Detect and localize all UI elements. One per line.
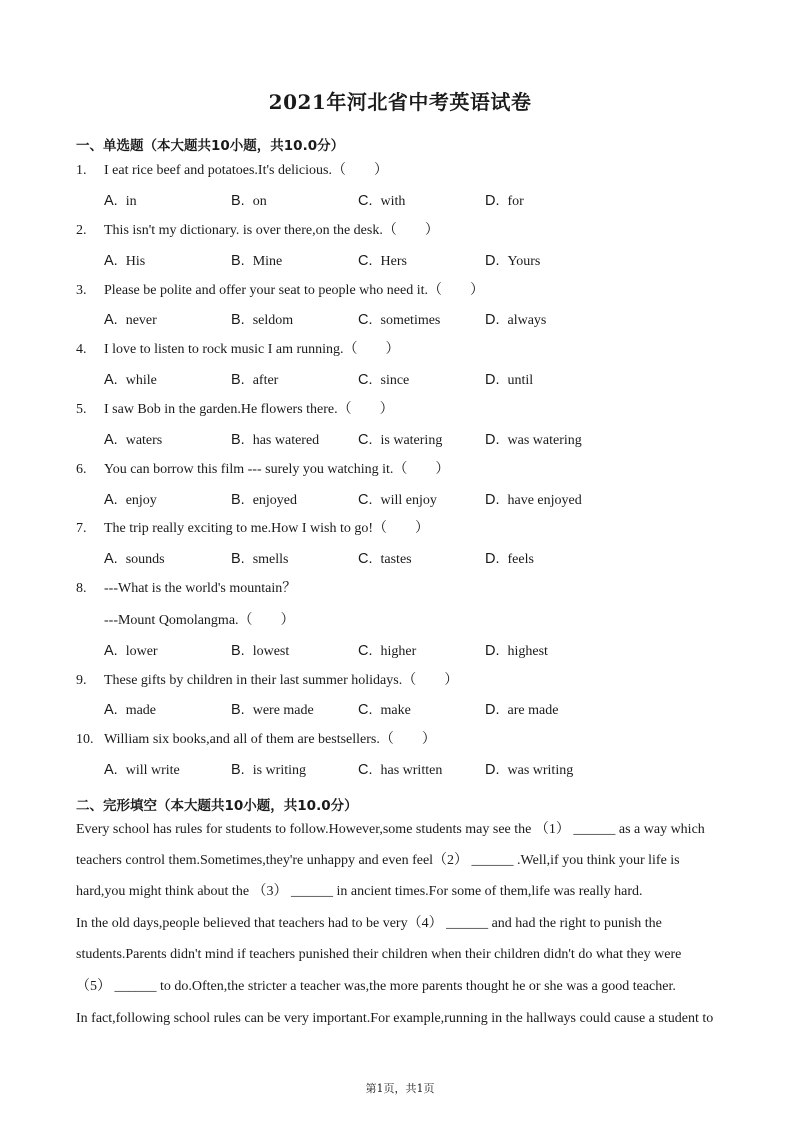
option-a[interactable]: A. His: [104, 253, 146, 269]
question-text: Please be polite and offer your seat to people who need it.（ ）: [104, 283, 484, 298]
option-c[interactable]: C. sometimes: [358, 312, 441, 328]
question-2: [0, 220, 800, 242]
options-2: [0, 250, 800, 272]
question-7: [0, 518, 800, 540]
option-d[interactable]: D. always: [485, 312, 547, 328]
option-b[interactable]: B. after: [231, 372, 279, 388]
option-a[interactable]: A. will write: [104, 762, 180, 778]
option-c[interactable]: C. since: [358, 372, 410, 388]
question-number: 2.: [76, 223, 87, 238]
question-4: [0, 339, 800, 361]
cloze-line-3: hard,you might think about the （3） ______ in ancient times.For some of them,life was really hard.: [76, 884, 643, 899]
cloze-line-4: In the old days,people believed that teachers had to be very（4） ______ and had the right to punish the: [76, 916, 662, 931]
option-c[interactable]: C. Hers: [358, 253, 407, 269]
question-number: 5.: [76, 402, 87, 417]
option-c[interactable]: C. will enjoy: [358, 492, 437, 508]
option-a[interactable]: A. sounds: [104, 551, 165, 567]
option-a[interactable]: A. never: [104, 312, 157, 328]
question-8-line-2: [0, 610, 800, 632]
question-8: [0, 578, 800, 600]
question-text: I saw Bob in the garden.He flowers there.（ ）: [104, 402, 394, 417]
cloze-line-2: teachers control them.Sometimes,they're unhappy and even feel（2） ______ .Well,if you think your life is: [76, 853, 680, 868]
question-5: [0, 399, 800, 421]
options-6: [0, 489, 800, 511]
option-b[interactable]: B. is writing: [231, 762, 306, 778]
options-8: [0, 640, 800, 662]
option-b[interactable]: B. smells: [231, 551, 289, 567]
option-b[interactable]: B. lowest: [231, 643, 290, 659]
options-1: [0, 190, 800, 212]
option-b[interactable]: B. on: [231, 193, 267, 209]
question-text: You can borrow this film --- surely you watching it.（ ）: [104, 462, 450, 477]
option-c[interactable]: C. is watering: [358, 432, 443, 448]
cloze-line-1: Every school has rules for students to follow.However,some students may see the （1） ______ as a way which: [76, 822, 705, 837]
question-10: [0, 729, 800, 751]
option-b[interactable]: B. were made: [231, 702, 314, 718]
option-c[interactable]: C. has written: [358, 762, 443, 778]
option-a[interactable]: A. while: [104, 372, 157, 388]
question-6: [0, 459, 800, 481]
question-9: [0, 670, 800, 692]
question-number: 8.: [76, 581, 87, 596]
question-number: 7.: [76, 521, 87, 536]
question-1: [0, 160, 800, 182]
question-text: This isn't my dictionary. is over there,on the desk.（ ）: [104, 223, 439, 238]
option-b[interactable]: B. Mine: [231, 253, 283, 269]
options-10: [0, 759, 800, 781]
option-b[interactable]: B. seldom: [231, 312, 294, 328]
option-d[interactable]: D. highest: [485, 643, 548, 659]
options-3: [0, 309, 800, 331]
question-number: 9.: [76, 673, 87, 688]
options-5: [0, 429, 800, 451]
page-footer: 第1页，共1页: [365, 1082, 435, 1095]
option-a[interactable]: A. made: [104, 702, 157, 718]
question-number: 3.: [76, 283, 87, 298]
cloze-line-6: （5） ______ to do.Often,the stricter a teacher was,the more parents thought he or she was a good teacher.: [76, 979, 676, 994]
question-number: 4.: [76, 342, 87, 357]
option-d[interactable]: D. until: [485, 372, 534, 388]
question-number: 10.: [76, 732, 94, 747]
option-a[interactable]: A. in: [104, 193, 137, 209]
question-text: The trip really exciting to me.How I wish to go!（ ）: [104, 521, 430, 536]
option-a[interactable]: A. enjoy: [104, 492, 157, 508]
page-title: 2021年河北省中考英语试卷: [268, 90, 532, 114]
option-d[interactable]: D. was watering: [485, 432, 582, 448]
question-number: 1.: [76, 163, 87, 178]
question-text: I eat rice beef and potatoes.It's delicious.（ ）: [104, 163, 388, 178]
question-text: ---Mount Qomolangma.（ ）: [104, 613, 295, 628]
option-b[interactable]: B. enjoyed: [231, 492, 298, 508]
option-c[interactable]: C. higher: [358, 643, 417, 659]
cloze-line-7: In fact,following school rules can be very important.For example,running in the hallways could cause a student to: [76, 1011, 714, 1026]
section-heading-single-choice: 一、单选题（本大题共10小题，共10.0分）: [76, 138, 345, 154]
option-c[interactable]: C. make: [358, 702, 411, 718]
option-d[interactable]: D. for: [485, 193, 524, 209]
option-a[interactable]: A. lower: [104, 643, 158, 659]
question-text: I love to listen to rock music I am running.（ ）: [104, 342, 400, 357]
option-c[interactable]: C. tastes: [358, 551, 412, 567]
option-d[interactable]: D. was writing: [485, 762, 574, 778]
option-d[interactable]: D. have enjoyed: [485, 492, 582, 508]
options-4: [0, 369, 800, 391]
option-d[interactable]: D. feels: [485, 551, 534, 567]
options-9: [0, 699, 800, 721]
option-c[interactable]: C. with: [358, 193, 406, 209]
section-heading-cloze: 二、完形填空（本大题共10小题，共10.0分）: [76, 798, 358, 814]
question-text: These gifts by children in their last summer holidays.（ ）: [104, 673, 459, 688]
question-3: [0, 280, 800, 302]
option-b[interactable]: B. has watered: [231, 432, 320, 448]
options-7: [0, 548, 800, 570]
question-number: 6.: [76, 462, 87, 477]
cloze-line-5: students.Parents didn't mind if teachers punished their children when their children didn't do what they were: [76, 947, 682, 962]
question-text: ---What is the world's mountain？: [104, 581, 297, 596]
option-d[interactable]: D. Yours: [485, 253, 541, 269]
option-d[interactable]: D. are made: [485, 702, 559, 718]
option-a[interactable]: A. waters: [104, 432, 163, 448]
question-text: William six books,and all of them are bestsellers.（ ）: [104, 732, 436, 747]
